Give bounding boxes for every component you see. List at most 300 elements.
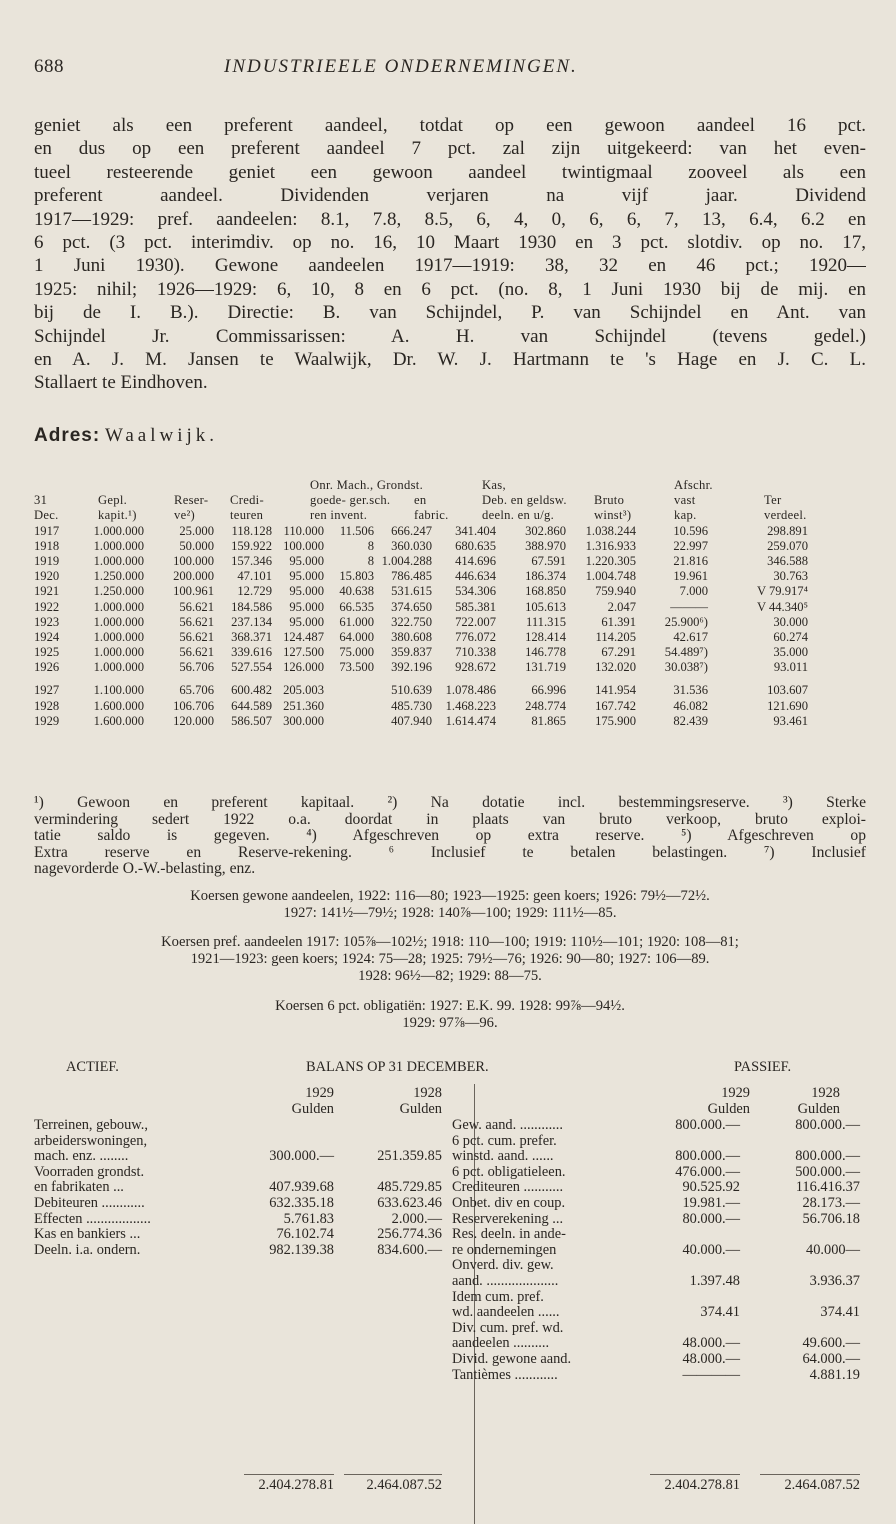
fin-value-cell: 25.900⁶) [664, 614, 708, 629]
passief-value-1928: 4.881.19 [809, 1366, 860, 1383]
fin-data-row [34, 569, 870, 584]
passief-item-label: Idem cum. pref. [452, 1288, 544, 1305]
passief-total-1929: 2.404.278.81 [664, 1477, 740, 1493]
fin-value-cell: 298.891 [767, 523, 808, 538]
unit-header: Gulden [797, 1101, 840, 1117]
fin-value-cell: 118.128 [231, 523, 272, 538]
fin-value-cell: 1.000.000 [93, 614, 144, 629]
fin-value-cell: 1.250.000 [93, 569, 144, 584]
fin-value-cell: 1.100.000 [93, 683, 144, 698]
fin-data-row [34, 683, 870, 698]
fin-value-cell: 47.101 [237, 569, 272, 584]
fin-data-row [34, 524, 870, 539]
actief-value-1929: 632.335.18 [269, 1195, 334, 1211]
passief-value-1929: 1.397.48 [689, 1273, 740, 1289]
fin-value-cell: 61.000 [339, 614, 374, 629]
passief-item-label: Tantièmes ............ [452, 1366, 558, 1383]
year-header: 1928 [811, 1085, 840, 1101]
footnote-line: nagevorderde O.-W.-belasting, enz. [34, 861, 256, 878]
footnote-line: tatie saldo is gegeven. ⁴) Afgeschreven op extra reserve. ⁵) Afgeschreven op [34, 828, 866, 845]
fin-value-cell: 414.696 [455, 553, 496, 568]
actief-item-label: Deeln. i.a. ondern. [34, 1241, 141, 1258]
koersen-pref [34, 934, 866, 985]
fin-value-cell: 141.954 [595, 683, 636, 698]
fin-value-cell: 1.000.000 [93, 660, 144, 675]
fin-value-cell: 67.591 [531, 553, 566, 568]
fin-value-cell: 1.316.933 [585, 538, 636, 553]
fin-value-cell: 131.719 [525, 660, 566, 675]
fin-value-cell: 644.589 [231, 698, 272, 713]
fin-value-cell: 534.306 [455, 584, 496, 599]
passief-value-1929: 48.000.— [682, 1351, 740, 1367]
fin-value-cell: 106.706 [173, 698, 214, 713]
prose-line: 1925: nihil; 1926—1929: 6, 10, 8 en 6 pct. (no. 8, 1 Juni 1930 bij de mij. en [34, 278, 866, 300]
page-header [34, 56, 864, 86]
actief-total-1928: 2.464.087.52 [366, 1477, 442, 1493]
fin-value-cell: 50.000 [179, 538, 214, 553]
fin-year-cell: 1924 [34, 629, 60, 644]
fin-header-row [34, 508, 870, 523]
total-rule [760, 1474, 860, 1475]
passief-item-label: Onverd. div. gew. [452, 1257, 554, 1274]
fin-value-cell: 341.404 [455, 523, 496, 538]
fin-header-cell: 31 [34, 493, 48, 508]
fin-header-cell: teuren [230, 508, 264, 523]
fin-value-cell: 585.381 [455, 599, 496, 614]
passief-item-label: aandeelen .......... [452, 1335, 550, 1352]
fin-header-cell: ren invent. [310, 508, 368, 523]
fin-header-cell: Afschr. [674, 478, 713, 492]
actief-value-1928: 485.729.85 [377, 1179, 442, 1196]
passief-item-label: wd. aandeelen ...... [452, 1304, 560, 1321]
fin-value-cell: 1.004.288 [381, 553, 432, 568]
passief-value-1929: 40.000.— [682, 1241, 740, 1258]
fin-value-cell: 722.007 [455, 614, 496, 629]
fin-value-cell: 10.596 [673, 523, 708, 538]
fin-value-cell: 11.506 [339, 523, 374, 538]
fin-value-cell: 368.371 [231, 629, 272, 644]
fin-value-cell: 392.196 [391, 660, 432, 675]
koersen-obligaties [34, 998, 866, 1032]
prose-line: Stallaert te Eindhoven. [34, 372, 208, 394]
fin-data-row [34, 699, 870, 714]
fin-value-cell: 1.220.305 [585, 553, 636, 568]
fin-year-cell: 1926 [34, 660, 60, 675]
koersen-gewone [34, 888, 866, 922]
fin-value-cell: 56.621 [179, 614, 214, 629]
address-label: Adres: [34, 425, 101, 446]
total-rule [650, 1474, 740, 1475]
fin-value-cell: 46.082 [673, 698, 708, 713]
fin-value-cell: 82.439 [673, 713, 708, 728]
address-value: Waalwijk. [104, 425, 219, 446]
fin-value-cell: 75.000 [339, 645, 374, 660]
actief-item-label: Terreinen, gebouw., [34, 1117, 148, 1133]
fin-header-cell: Gepl. [98, 493, 128, 508]
fin-value-cell: 666.247 [391, 523, 432, 538]
total-rule [344, 1474, 442, 1475]
fin-value-cell: 1.614.474 [445, 713, 496, 728]
fin-value-cell: 1.000.000 [93, 553, 144, 568]
koers-line: 1921—1923: geen koers; 1924: 75—28; 1925: 79½—76; 1926: 90—80; 1927: 106—89. [190, 951, 710, 967]
fin-value-cell: 1.000.000 [93, 645, 144, 660]
passief-value-1928: 116.416.37 [795, 1179, 860, 1196]
fin-value-cell: 146.778 [525, 645, 566, 660]
prose-line: bij de I. B.). Directie: B. van Schijndel, P. van Schijndel en Ant. van [34, 302, 866, 324]
passief-item-label: Divid. gewone aand. [452, 1351, 572, 1367]
fin-header-cell: vast [674, 493, 696, 508]
fin-value-cell: 81.865 [531, 713, 566, 728]
actief-value-1928: 2.000.— [391, 1210, 442, 1227]
passief-value-1929: 48.000.— [682, 1335, 740, 1352]
fin-header-cell: Dec. [34, 508, 59, 523]
actief-item-label: en fabrikaten ... [34, 1179, 124, 1196]
passief-value-1928: 800.000.— [795, 1148, 860, 1165]
fin-year-cell: 1920 [34, 569, 60, 584]
prose-line: en A. J. M. Jansen te Waalwijk, Dr. W. J. Hartmann te 's Hage en J. C. L. [34, 348, 866, 370]
fin-value-cell: 259.070 [767, 538, 808, 553]
koers-line: Koersen gewone aandeelen, 1922: 116—80; 1923—1925: geen koers; 1926: 79½—72½. [190, 888, 710, 904]
passief-item-label: aand. .................... [452, 1273, 559, 1289]
company-description [34, 114, 866, 395]
fin-value-cell: 30.763 [773, 569, 808, 584]
fin-value-cell: 380.608 [391, 629, 432, 644]
fin-value-cell: 157.346 [231, 553, 272, 568]
fin-value-cell: ——— [670, 599, 708, 614]
actief-value-1928: 251.359.85 [377, 1148, 442, 1165]
fin-value-cell: 124.487 [283, 629, 324, 644]
fin-header-cell: winst³) [594, 508, 632, 523]
balance-passief-heading: PASSIEF. [734, 1059, 792, 1075]
fin-value-cell: 56.706 [179, 660, 214, 675]
total-rule [244, 1474, 334, 1475]
actief-value-1929: 76.102.74 [276, 1226, 334, 1243]
fin-value-cell: 251.360 [283, 698, 324, 713]
fin-value-cell: 527.554 [231, 660, 272, 675]
passief-value-1928: 374.41 [820, 1304, 860, 1321]
prose-line: 1 Juni 1930). Gewone aandeelen 1917—1919: 38, 32 en 46 pct.; 1920— [34, 255, 866, 277]
koers-line: Koersen pref. aandeelen 1917: 105⅞—102½; 1918: 110—100; 1919: 110½—101; 1920: 108—81; [161, 934, 739, 950]
fin-value-cell: 1.000.000 [93, 599, 144, 614]
fin-value-cell: 93.011 [773, 660, 808, 675]
passief-item-label: re ondernemingen [452, 1241, 557, 1258]
passief-item-label: Res. deeln. in ande- [452, 1226, 566, 1243]
fin-value-cell: 8 [367, 538, 374, 553]
fin-value-cell: 346.588 [767, 553, 808, 568]
fin-value-cell: 56.621 [179, 629, 214, 644]
fin-value-cell: 64.000 [339, 629, 374, 644]
fin-value-cell: 167.742 [595, 698, 636, 713]
fin-value-cell: 132.020 [595, 660, 636, 675]
year-header: 1929 [305, 1085, 334, 1101]
fin-value-cell: 374.650 [391, 599, 432, 614]
actief-value-1929: 407.939.68 [269, 1179, 334, 1196]
passief-value-1929: 476.000.— [675, 1163, 740, 1180]
passief-total-1928: 2.464.087.52 [784, 1477, 860, 1493]
passief-item-label: Reserverekening ... [452, 1210, 564, 1227]
prose-line: 6 pct. (3 pct. interimdiv. op no. 16, 10 Maart 1930 en 3 pct. slotdiv. op no. 17, [34, 231, 866, 253]
fin-value-cell: 237.134 [231, 614, 272, 629]
fin-header-cell: ve²) [174, 508, 196, 523]
fin-year-cell: 1927 [34, 683, 60, 698]
fin-value-cell: 302.860 [525, 523, 566, 538]
fin-value-cell: 600.482 [231, 683, 272, 698]
actief-value-1929: 300.000.— [269, 1148, 334, 1165]
fin-value-cell: 111.315 [526, 614, 566, 629]
fin-value-cell: 73.500 [339, 660, 374, 675]
fin-value-cell: 25.000 [179, 523, 214, 538]
fin-value-cell: 248.774 [525, 698, 566, 713]
passief-item-label: Gew. aand. ............ [452, 1117, 563, 1133]
fin-value-cell: 159.922 [231, 538, 272, 553]
fin-value-cell: 67.291 [601, 645, 636, 660]
fin-value-cell: 407.940 [391, 713, 432, 728]
prose-line: en dus op een preferent aandeel 7 pct. zal zijn uitgekeerd: van het even- [34, 138, 866, 160]
fin-value-cell: 30.000 [773, 614, 808, 629]
fin-year-cell: 1921 [34, 584, 60, 599]
footnote-line: ¹) Gewoon en preferent kapitaal. ²) Na dotatie incl. bestemmingsreserve. ³) Sterke [34, 795, 866, 811]
fin-header-cell: verdeel. [764, 508, 807, 523]
fin-value-cell: 35.000 [773, 645, 808, 660]
passief-value-1928: 3.936.37 [809, 1273, 860, 1289]
fin-header-cell: Bruto [594, 493, 625, 508]
fin-value-cell: 100.000 [283, 538, 324, 553]
passief-value-1928: 64.000.— [802, 1351, 860, 1367]
fin-data-row [34, 600, 870, 615]
fin-value-cell: 56.621 [179, 599, 214, 614]
koers-line: Koersen 6 pct. obligatiën: 1927: E.K. 99. 1928: 99⅞—94½. [275, 998, 625, 1014]
actief-value-1929: 982.139.38 [269, 1241, 334, 1258]
fin-value-cell: 485.730 [391, 698, 432, 713]
actief-item-label: Debiteuren ............ [34, 1195, 145, 1211]
fin-value-cell: 95.000 [289, 584, 324, 599]
actief-item-label: Voorraden grondst. [34, 1163, 145, 1180]
fin-value-cell: 1.600.000 [93, 713, 144, 728]
year-header: 1929 [721, 1085, 750, 1101]
prose-line: geniet als een preferent aandeel, totdat op een gewoon aandeel 16 pct. [34, 115, 866, 136]
footnotes [34, 795, 866, 878]
fin-value-cell: 100.961 [173, 584, 214, 599]
actief-item-label: Kas en bankiers ... [34, 1226, 141, 1243]
fin-value-cell: 66.996 [531, 683, 566, 698]
fin-value-cell: V 44.340⁵ [756, 599, 808, 614]
fin-value-cell: 168.850 [525, 584, 566, 599]
passief-value-1929: 374.41 [700, 1304, 740, 1321]
fin-header-cell: fabric. [414, 508, 449, 523]
fin-value-cell: 200.000 [173, 569, 214, 584]
passief-item-label: 6 pct. obligatieleen. [452, 1163, 566, 1180]
year-header: 1928 [413, 1085, 442, 1101]
passief-item-label: 6 pct. cum. prefer. [452, 1132, 557, 1149]
fin-value-cell: 56.621 [179, 645, 214, 660]
fin-value-cell: 1.468.223 [445, 698, 496, 713]
actief-value-1928: 633.623.46 [377, 1195, 442, 1211]
fin-year-cell: 1919 [34, 553, 60, 568]
passief-item-label: Crediteuren ........... [452, 1179, 564, 1196]
fin-value-cell: 1.250.000 [93, 584, 144, 599]
actief-item-label: arbeiderswoningen, [34, 1132, 148, 1149]
actief-item-label: mach. enz. ........ [34, 1148, 129, 1165]
fin-value-cell: 776.072 [455, 629, 496, 644]
fin-value-cell: 1.000.000 [93, 538, 144, 553]
fin-value-cell: 19.961 [673, 569, 708, 584]
passief-value-1928: 800.000.— [795, 1117, 860, 1133]
fin-value-cell: 54.489⁷) [664, 645, 708, 660]
fin-value-cell: 186.374 [525, 569, 566, 584]
fin-value-cell: 22.997 [673, 538, 708, 553]
fin-value-cell: 15.803 [339, 569, 374, 584]
fin-value-cell: 114.205 [595, 629, 636, 644]
fin-value-cell: 127.500 [283, 645, 324, 660]
footnote-line: Extra reserve en Reserve-rekening. ⁶ Inclusief te betalen belastingen. ⁷) Inclusief [34, 844, 866, 861]
passief-value-1928: 49.600.— [802, 1335, 860, 1352]
passief-value-1928: 500.000.— [795, 1163, 860, 1180]
fin-value-cell: 8 [367, 553, 374, 568]
fin-value-cell: 105.613 [525, 599, 566, 614]
fin-value-cell: 1.078.486 [445, 683, 496, 698]
fin-value-cell: 531.615 [391, 584, 432, 599]
fin-value-cell: 1.004.748 [585, 569, 636, 584]
fin-value-cell: 388.970 [525, 538, 566, 553]
passief-item-label: Onbet. div en coup. [452, 1195, 566, 1211]
fin-value-cell: 95.000 [289, 599, 324, 614]
fin-value-cell: 128.414 [525, 629, 566, 644]
prose-line: tueel resteerende geniet een gewoon aandeel twintigmaal zooveel als een [34, 161, 866, 183]
fin-header-cell: Deb. en geldsw. [482, 493, 567, 508]
fin-value-cell: 1.000.000 [93, 629, 144, 644]
fin-value-cell: 100.000 [173, 553, 214, 568]
address [34, 425, 218, 447]
fin-data-row [34, 660, 870, 675]
fin-value-cell: 30.038⁷) [664, 660, 708, 675]
passief-item-label: winstd. aand. ...... [452, 1148, 554, 1165]
actief-total-1929: 2.404.278.81 [258, 1477, 334, 1493]
fin-value-cell: V 79.917⁴ [756, 584, 808, 599]
fin-value-cell: 95.000 [289, 553, 324, 568]
fin-value-cell: 1.000.000 [93, 523, 144, 538]
fin-data-row [34, 630, 870, 645]
fin-year-cell: 1929 [34, 713, 60, 728]
fin-value-cell: 786.485 [391, 569, 432, 584]
fin-value-cell: 120.000 [173, 713, 214, 728]
passief-item-label: Div. cum. pref. wd. [452, 1319, 564, 1336]
fin-value-cell: 66.535 [339, 599, 374, 614]
fin-value-cell: 60.274 [773, 629, 808, 644]
passief-value-1928: 40.000— [806, 1241, 860, 1258]
actief-value-1929: 5.761.83 [283, 1210, 334, 1227]
fin-value-cell: 95.000 [289, 569, 324, 584]
koers-line: 1928: 96½—82; 1929: 88—75. [358, 968, 542, 984]
fin-value-cell: 360.030 [391, 538, 432, 553]
fin-year-cell: 1928 [34, 698, 60, 713]
unit-header: Gulden [399, 1101, 442, 1117]
fin-header-cell: kapit.¹) [98, 508, 137, 523]
fin-header-cell: en [414, 493, 427, 508]
fin-value-cell: 21.816 [673, 553, 708, 568]
fin-value-cell: 205.003 [283, 683, 324, 698]
fin-value-cell: 359.837 [391, 645, 432, 660]
fin-year-cell: 1923 [34, 614, 60, 629]
fin-value-cell: 446.634 [455, 569, 496, 584]
passief-value-1929: 19.981.— [682, 1195, 740, 1211]
fin-value-cell: 126.000 [283, 660, 324, 675]
prose-line: 1917—1929: pref. aandeelen: 8.1, 7.8, 8.5, 6, 4, 0, 6, 6, 7, 13, 6.4, 6.2 en [34, 208, 866, 230]
fin-header-cell: goede- ger.sch. [310, 493, 391, 508]
fin-value-cell: 928.672 [455, 660, 496, 675]
balance-actief-heading: ACTIEF. [66, 1059, 119, 1075]
fin-value-cell: 680.635 [455, 538, 496, 553]
koers-line: 1929: 97⅞—96. [402, 1015, 498, 1031]
prose-line: preferent aandeel. Dividenden verjaren na vijf jaar. Dividend [34, 185, 866, 207]
unit-header: Gulden [291, 1101, 334, 1117]
fin-value-cell: 103.607 [767, 683, 808, 698]
footnote-line: vermindering sedert 1922 o.a. doordat in plaats van bruto verkoop, bruto exploi- [34, 811, 866, 828]
passief-value-1929: 800.000.— [675, 1117, 740, 1133]
passief-value-1929: 80.000.— [682, 1210, 740, 1227]
passief-value-1928: 56.706.18 [802, 1210, 860, 1227]
fin-value-cell: 1.600.000 [93, 698, 144, 713]
running-title: INDUSTRIEELE ONDERNEMINGEN. [224, 56, 578, 77]
fin-value-cell: 42.617 [673, 629, 708, 644]
fin-data-row [34, 615, 870, 630]
fin-value-cell: 2.047 [607, 599, 636, 614]
passief-value-1928: 28.173.— [802, 1195, 860, 1211]
fin-value-cell: 184.586 [231, 599, 272, 614]
fin-year-cell: 1925 [34, 645, 60, 660]
fin-year-cell: 1917 [34, 523, 60, 538]
fin-header-cell: deeln. en u/g. [482, 508, 555, 523]
fin-value-cell: 12.729 [237, 584, 272, 599]
passief-value-1929: ———— [682, 1366, 740, 1383]
actief-value-1928: 834.600.— [377, 1241, 442, 1258]
fin-value-cell: 300.000 [283, 713, 324, 728]
financial-table [34, 478, 870, 729]
fin-header-cell: Kas, [482, 478, 506, 492]
fin-value-cell: 93.461 [773, 713, 808, 728]
fin-value-cell: 7.000 [679, 584, 708, 599]
fin-value-cell: 61.391 [601, 614, 636, 629]
fin-year-cell: 1922 [34, 599, 60, 614]
fin-value-cell: 31.536 [673, 683, 708, 698]
actief-item-label: Effecten .................. [34, 1210, 151, 1227]
fin-value-cell: 1.038.244 [585, 523, 636, 538]
fin-value-cell: 175.900 [595, 713, 636, 728]
passief-value-1929: 90.525.92 [682, 1179, 740, 1196]
fin-data-row [34, 539, 870, 554]
page-number: 688 [34, 56, 64, 77]
fin-value-cell: 586.507 [231, 713, 272, 728]
fin-value-cell: 110.000 [283, 523, 324, 538]
fin-value-cell: 95.000 [289, 614, 324, 629]
fin-header-cell: Credi- [230, 493, 264, 508]
fin-data-row [34, 714, 870, 729]
fin-value-cell: 121.690 [767, 698, 808, 713]
prose-line: Schijndel Jr. Commissarissen: A. H. van Schijndel (tevens gedel.) [34, 325, 866, 347]
fin-value-cell: 510.639 [391, 683, 432, 698]
fin-value-cell: 710.338 [455, 645, 496, 660]
unit-header: Gulden [707, 1101, 750, 1117]
fin-header-cell: Reser- [174, 493, 209, 508]
fin-value-cell: 759.940 [595, 584, 636, 599]
fin-data-row [34, 645, 870, 660]
koers-line: 1927: 141½—79½; 1928: 140⅞—100; 1929: 111½—85. [283, 905, 617, 921]
fin-data-row [34, 554, 870, 569]
passief-value-1929: 800.000.— [675, 1148, 740, 1165]
fin-header-cell: kap. [674, 508, 697, 523]
fin-header-cell: Onr. Mach., Grondst. [310, 478, 424, 492]
fin-value-cell: 65.706 [179, 683, 214, 698]
fin-data-row [34, 584, 870, 599]
